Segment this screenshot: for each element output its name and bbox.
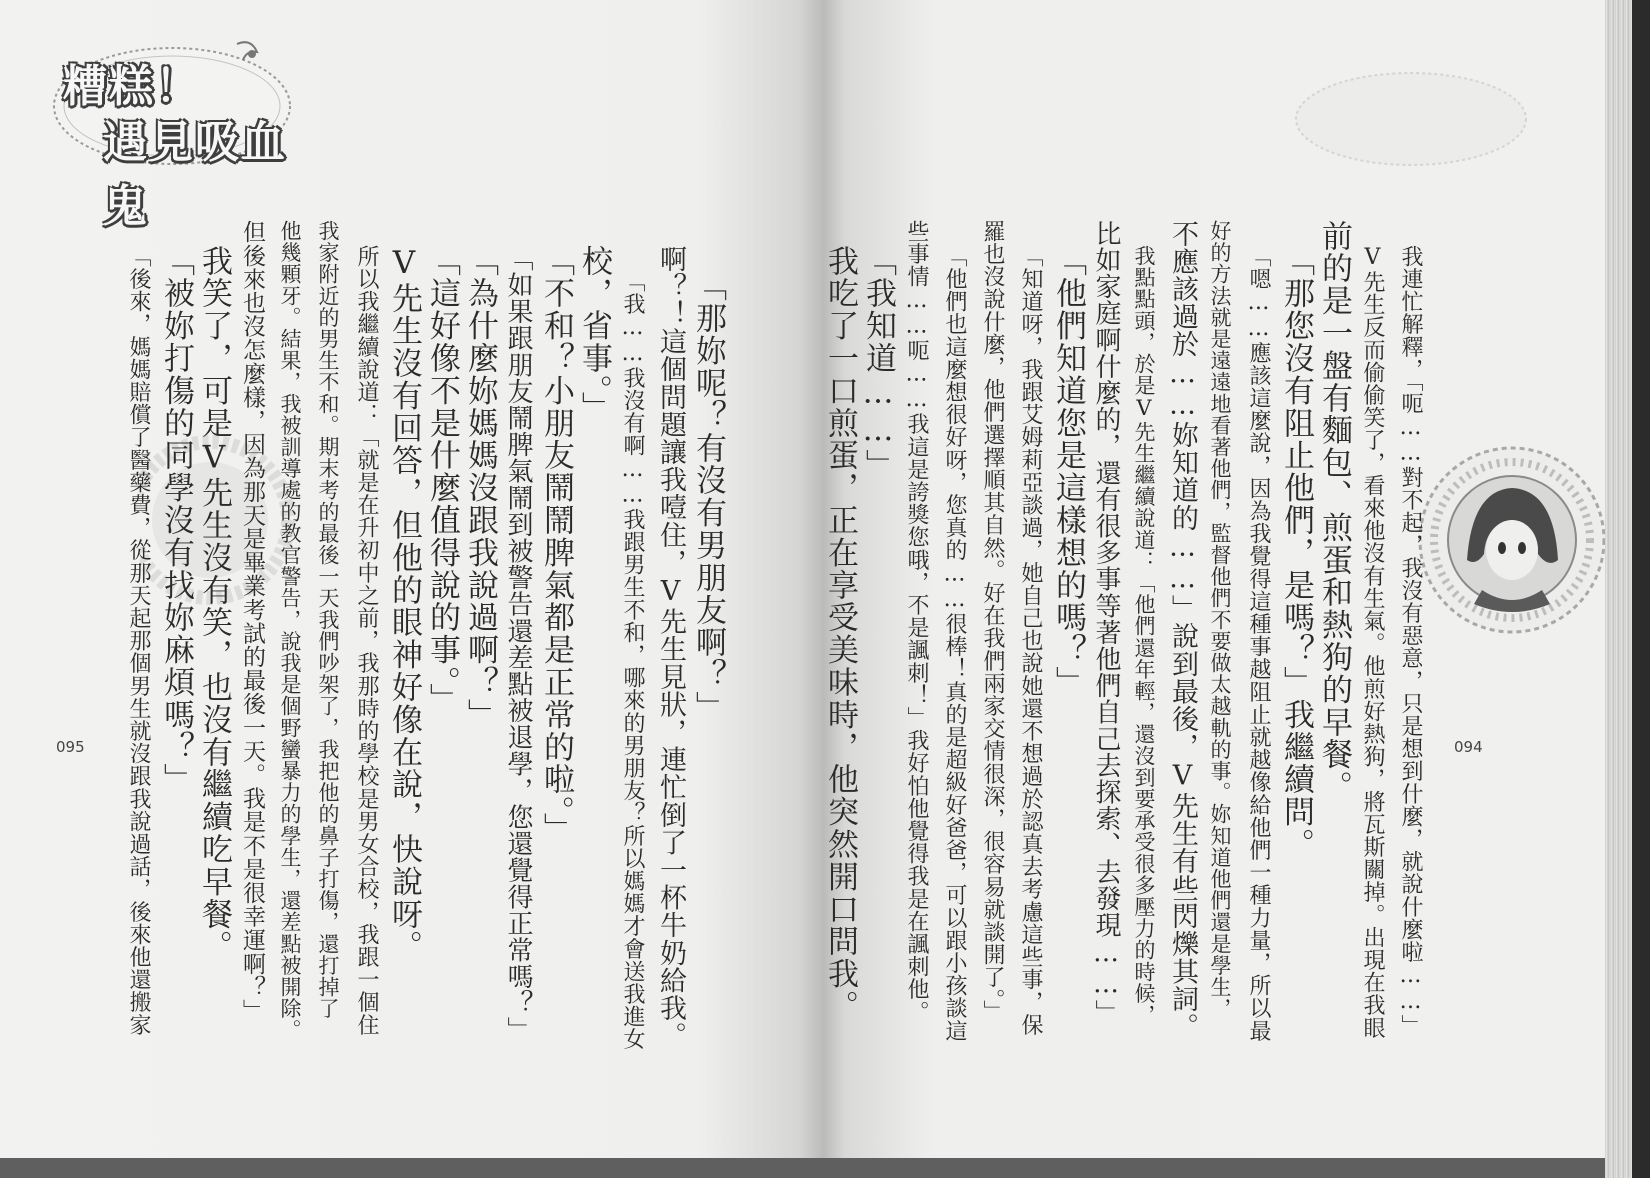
lace-frame-icon bbox=[1286, 64, 1536, 174]
faded-logo-bleedthrough bbox=[1292, 70, 1532, 170]
text-column: 好的方法就是遠遠地看著他們，監督他們不要做太越軌的事。妳知道他們還是學生， bbox=[1208, 220, 1232, 1020]
text-column: 羅也沒說什麼，他們選擇順其自然。好在我們兩家交情很深，很容易就談開了。」 bbox=[980, 220, 1005, 1023]
text-column: 「被妳打傷的同學沒有找妳麻煩嗎？」 bbox=[158, 245, 194, 796]
text-column: 但後來也沒怎麼樣，因為那天是畢業考試的最後一天。我是不是很幸運啊？」 bbox=[239, 220, 265, 1023]
text-column: 「如果跟朋友鬧脾氣鬧到被警告還差點被退學，您還覺得正常嗎？」 bbox=[503, 245, 533, 1043]
text-column: 前的是一盤有麵包、煎蛋和熱狗的早餐。 bbox=[1316, 220, 1352, 804]
text-column: 「我……我沒有啊……我跟男生不和，哪來的男朋友？所以媽媽才會送我進女 bbox=[620, 270, 645, 1051]
text-column: V先生反而偷偷笑了，看來他沒有生氣。他煎好熱狗，將瓦斯關掉。出現在我眼 bbox=[1360, 245, 1385, 1039]
logo-line-1: 糟糕！ bbox=[63, 61, 201, 112]
text-column: 我點點頭，於是V先生繼續說道：「他們還年輕，還沒到要承受很多壓力的時候， bbox=[1132, 245, 1156, 1026]
text-column: 我連忙解釋，「呃……對不起，我沒有惡意，只是想到什麼，就說什麼啦……」 bbox=[1398, 245, 1423, 1037]
book-title-logo bbox=[55, 40, 295, 232]
left-page bbox=[0, 0, 822, 1178]
page-number: 095 bbox=[56, 738, 85, 756]
text-column: 「嗯……應該這麼說，因為我覺得這種事越阻止就越像給他們一種力量，所以最 bbox=[1246, 245, 1271, 1042]
text-column: 「那您沒有阻止他們，是嗎？」我繼續問。 bbox=[1278, 245, 1314, 861]
text-column: 「他們知道您是這樣想的嗎？」 bbox=[1050, 245, 1086, 699]
text-column: 「他們也這麼想很好呀，您真的……很棒！真的是超級好爸爸，可以跟小孩談這 bbox=[942, 245, 967, 1042]
scanner-bottom-band bbox=[0, 1158, 1605, 1178]
text-column: 我吃了一口煎蛋，正在享受美味時，他突然開口問我。 bbox=[822, 245, 858, 1023]
text-column: 比如家庭啊什麼的，還有很多事等著他們自己去探索、去發現……」 bbox=[1091, 220, 1121, 1026]
text-column: 「為什麼妳媽媽沒跟我說過啊？」 bbox=[462, 245, 498, 731]
text-column: 「那妳呢？有沒有男朋友啊？」 bbox=[690, 270, 726, 724]
text-column: 「不和？小朋友鬧鬧脾氣都是正常的啦。」 bbox=[538, 245, 574, 846]
text-column: V先生沒有回答，但他的眼神好像在說，快說呀。 bbox=[386, 245, 422, 963]
text-column: 我家附近的男生不和。期末考的最後一天我們吵架了，我把他的鼻子打傷，還打掉了 bbox=[316, 220, 340, 1020]
text-column: 「這好像不是什麼值得說的事。」 bbox=[424, 245, 460, 716]
logo-line-2: 遇見吸血鬼 bbox=[103, 117, 287, 232]
text-column: 「知道呀，我跟艾姆莉亞談過，她自己也說她還不想過於認真去考慮這些事，保 bbox=[1018, 245, 1043, 1036]
right-page bbox=[822, 0, 1612, 1178]
text-column: 「後來，媽媽賠償了醫藥費，從那天起那個男生就沒跟我說過話，後來他還搬家 bbox=[126, 245, 151, 1036]
text-column: 校，省事。」 bbox=[576, 245, 612, 424]
text-column: 「我知道……」 bbox=[860, 245, 896, 482]
page-number: 094 bbox=[1454, 738, 1483, 756]
text-column: 啊？！這個問題讓我噎住，V先生見狀，連忙倒了一杯牛奶給我。 bbox=[655, 245, 686, 1050]
round-portrait-frame-icon bbox=[1412, 440, 1612, 640]
book-page-edges bbox=[1605, 0, 1650, 1178]
text-column: 些事情……呃……我這是誇獎您哦，不是諷刺！」我好怕他覺得我是在諷刺他。 bbox=[904, 220, 929, 1023]
text-column: 不應該過於……妳知道的……」說到最後，V先生有些閃爍其詞。 bbox=[1167, 220, 1198, 1041]
text-column: 他幾顆牙。結果，我被訓導處的教官警告，說我是個野蠻暴力的學生，還差點被開除。 bbox=[278, 220, 302, 1041]
text-column: 我笑了，可是V先生沒有笑，也沒有繼續吃早餐。 bbox=[196, 245, 232, 963]
text-column: 所以我繼續說道：「就是在升初中之前，我那時的學校是男女合校，我跟一個住 bbox=[354, 245, 379, 1036]
